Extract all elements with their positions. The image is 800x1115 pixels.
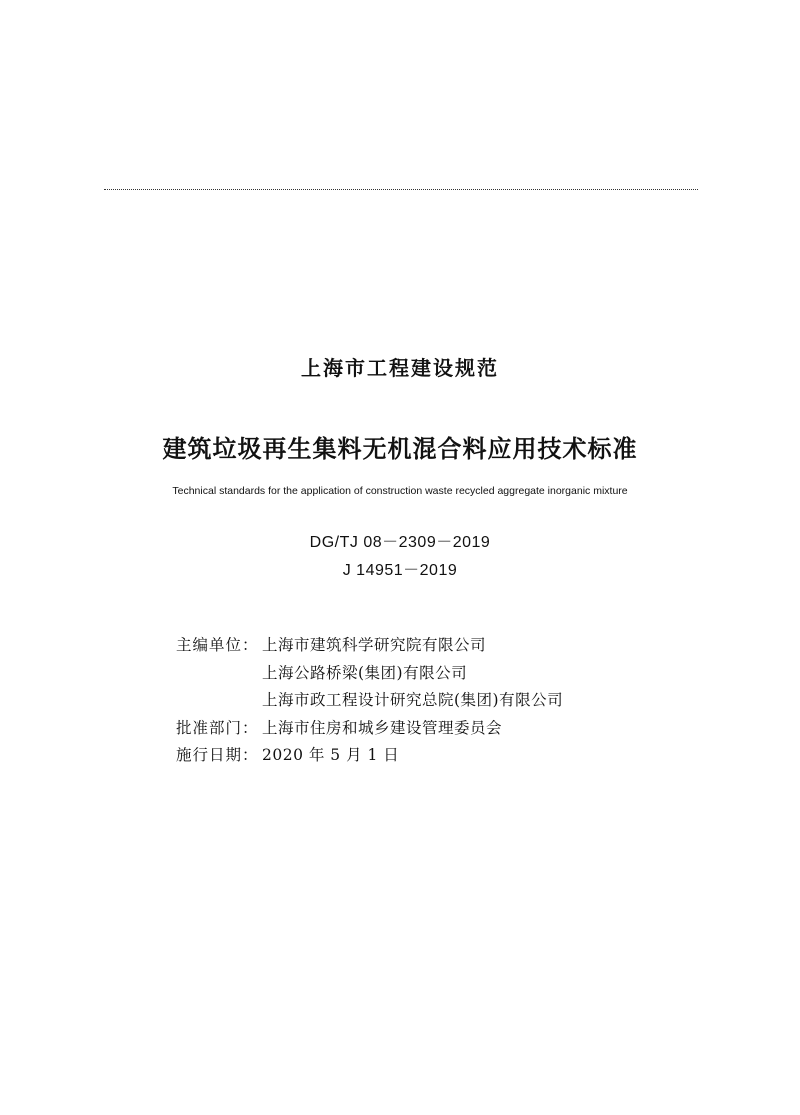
effective-date-label: 施行日期： [176,746,259,764]
approver-label: 批准部门： [176,718,259,737]
editor-label: 主编单位： [176,636,259,654]
issuing-info-block [176,632,696,770]
main-title: 建筑垃圾再生集料无机混合料应用技术标准 [162,435,638,463]
editor-organization: 上海公路桥梁(集团)有限公司 [262,663,468,682]
effective-date: 2020 年 5 月 1 日 [262,746,400,764]
approver-organization: 上海市住房和城乡建设管理委员会 [262,718,503,737]
standard-number-primary: DG/TJ 08－2309－2019 [309,534,491,551]
editor-row [176,660,696,688]
effective-date-row [176,742,696,770]
editor-row [176,632,696,660]
dotted-divider [104,189,698,190]
editor-organization: 上海市建筑科学研究院有限公司 [262,636,487,654]
standard-number-secondary: J 14951－2019 [342,562,458,579]
series-title: 上海市工程建设规范 [301,356,499,380]
english-title: Technical standards for the application of construction waste recycled aggregate inorganic mixture [172,485,628,497]
editor-organization: 上海市政工程设计研究总院(集团)有限公司 [262,691,564,709]
editor-row [176,687,696,715]
approver-row [176,715,696,743]
